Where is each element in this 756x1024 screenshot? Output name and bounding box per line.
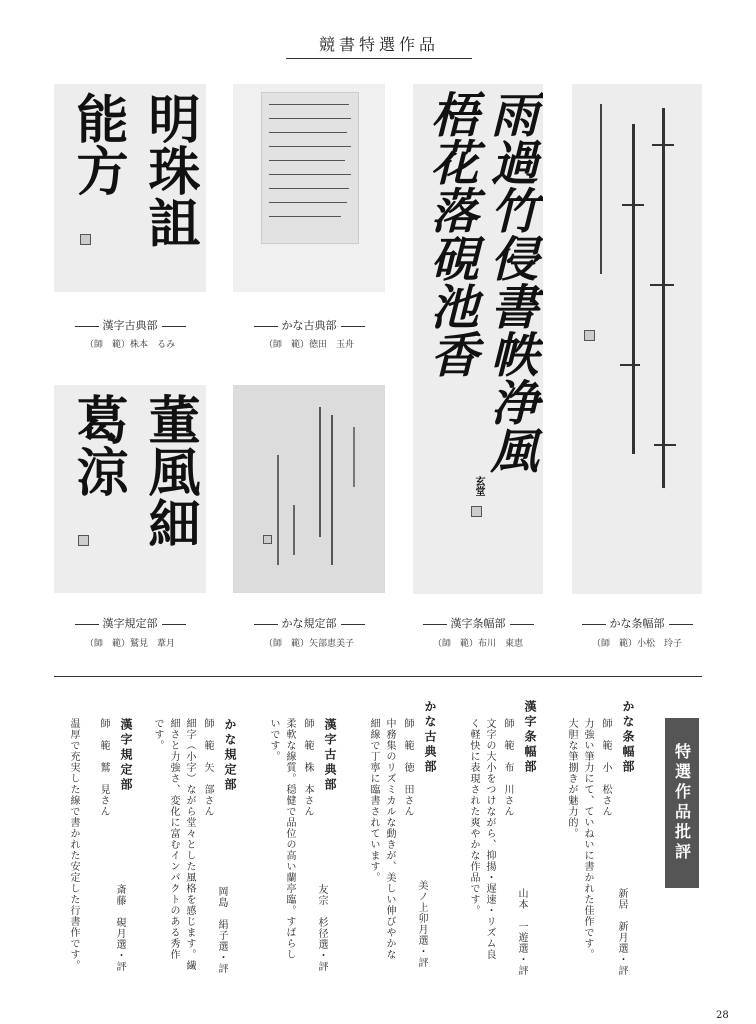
section-divider — [54, 676, 702, 677]
critique-head-kanji-jofuku: 漢字条幅部 — [523, 700, 537, 775]
work-kanji-koten — [54, 84, 206, 292]
critique-name: 師 範 小 松さん — [600, 718, 611, 817]
critique-head-kana-kitei: かな規定部 — [223, 718, 237, 793]
signature: 玄堂 — [473, 476, 484, 496]
seal-icon — [584, 330, 595, 341]
page-number: 28 — [716, 1010, 729, 1021]
critique-name: 師 範 徳 田さん — [402, 718, 413, 817]
critique-text-line: 力強い筆力にて、ていねいに書かれた佳作です。 — [582, 718, 593, 960]
teacher-kana-jofuku: （師 範）小松 玲子 — [591, 639, 682, 649]
work-kana-koten — [233, 84, 385, 292]
teacher-kanji-jofuku: （師 範）布川 東恵 — [432, 639, 523, 649]
critique-selector: 山本 一遊選・評 — [516, 888, 527, 976]
calligraphy-right-column: 雨過竹侵書帙浄風 — [482, 90, 538, 474]
caption-kanji-kitei: 漢字規定部 — [54, 615, 206, 631]
caption-kanji-jofuku: 漢字条幅部 — [400, 615, 556, 631]
calligraphy-right-column: 明珠詛 — [139, 92, 200, 248]
caption-kana-jofuku: かな条幅部 — [559, 615, 715, 631]
critique-head-kana-jofuku: かな条幅部 — [621, 700, 635, 775]
critique-text-line: 細さと力強さ、変化に富むインパクトのある秀作 — [168, 718, 179, 960]
critique-text-line: いです。 — [268, 718, 279, 762]
page-title: 競書特選作品 — [286, 32, 472, 59]
critique-badge: 特選作品批評 — [665, 718, 699, 888]
critique-text-line: 中務集のリズミカルな動きが、美しい伸びやかな — [384, 718, 395, 960]
critique-head-kana-koten: かな古典部 — [423, 700, 437, 775]
work-kana-jofuku — [572, 84, 702, 594]
seal-icon — [471, 506, 482, 517]
critique-selector: 新居 新月選・評 — [616, 888, 627, 976]
calligraphy-left-column: 葛涼 — [67, 393, 128, 497]
critique-text-line: 温厚で充実した線で書かれた安定した行書作です。 — [68, 718, 79, 971]
calligraphy-left-column: 梧花落硯池香 — [422, 90, 478, 378]
critique-text-line: 細字（小字）ながら堂々とした風格を感じます。繊 — [184, 718, 195, 971]
critique-name: 師 範 鷲 見さん — [98, 718, 109, 817]
critique-selector: 岡島 絹子選・評 — [216, 886, 227, 974]
critique-text-line: 細線で丁寧に臨書されています。 — [368, 718, 379, 883]
caption-kana-kitei: かな規定部 — [233, 615, 385, 631]
work-kanji-kitei — [54, 385, 206, 593]
critique-name: 師 範 矢 部さん — [202, 718, 213, 817]
critique-name: 師 範 株 本さん — [302, 718, 313, 817]
seal-icon — [80, 234, 91, 245]
seal-icon — [263, 535, 272, 544]
teacher-kana-koten: （師 範）徳田 玉舟 — [263, 340, 354, 350]
calligraphy-right-column: 董風細 — [139, 393, 200, 549]
critique-head-kanji-koten: 漢字古典部 — [323, 718, 337, 793]
critique-name: 師 範 布 川さん — [502, 718, 513, 817]
critique-selector: 友宗 杉径選・評 — [316, 884, 327, 972]
teacher-kana-kitei: （師 範）矢部恵美子 — [263, 639, 354, 649]
teacher-kanji-koten: （師 範）株本 るみ — [84, 340, 175, 350]
critique-selector: 斎藤 硯月選・評 — [114, 884, 125, 972]
critique-selector: 美ノ上卯月選・評 — [416, 880, 427, 968]
teacher-kanji-kitei: （師 範）鷲見 葦月 — [84, 639, 175, 649]
critique-text-line: 文字の大小をつけながら、抑揚・遅速・リズム良 — [484, 718, 495, 960]
seal-icon — [78, 535, 89, 546]
critique-head-kanji-kitei: 漢字規定部 — [119, 718, 133, 793]
critique-text-line: く軽快に表現された爽やかな作品です。 — [468, 718, 479, 916]
work-kana-kitei — [233, 385, 385, 593]
caption-kana-koten: かな古典部 — [233, 317, 385, 333]
critique-text-line: 柔軟な線質。穏健で品位の高い蘭亭臨。すばらし — [284, 718, 295, 960]
calligraphy-left-column: 能方 — [67, 92, 128, 196]
critique-text-line: 大胆な筆捌きが魅力的。 — [566, 718, 577, 839]
critique-text-line: です。 — [152, 718, 163, 751]
caption-kanji-koten: 漢字古典部 — [54, 317, 206, 333]
work-kanji-jofuku — [413, 84, 543, 594]
